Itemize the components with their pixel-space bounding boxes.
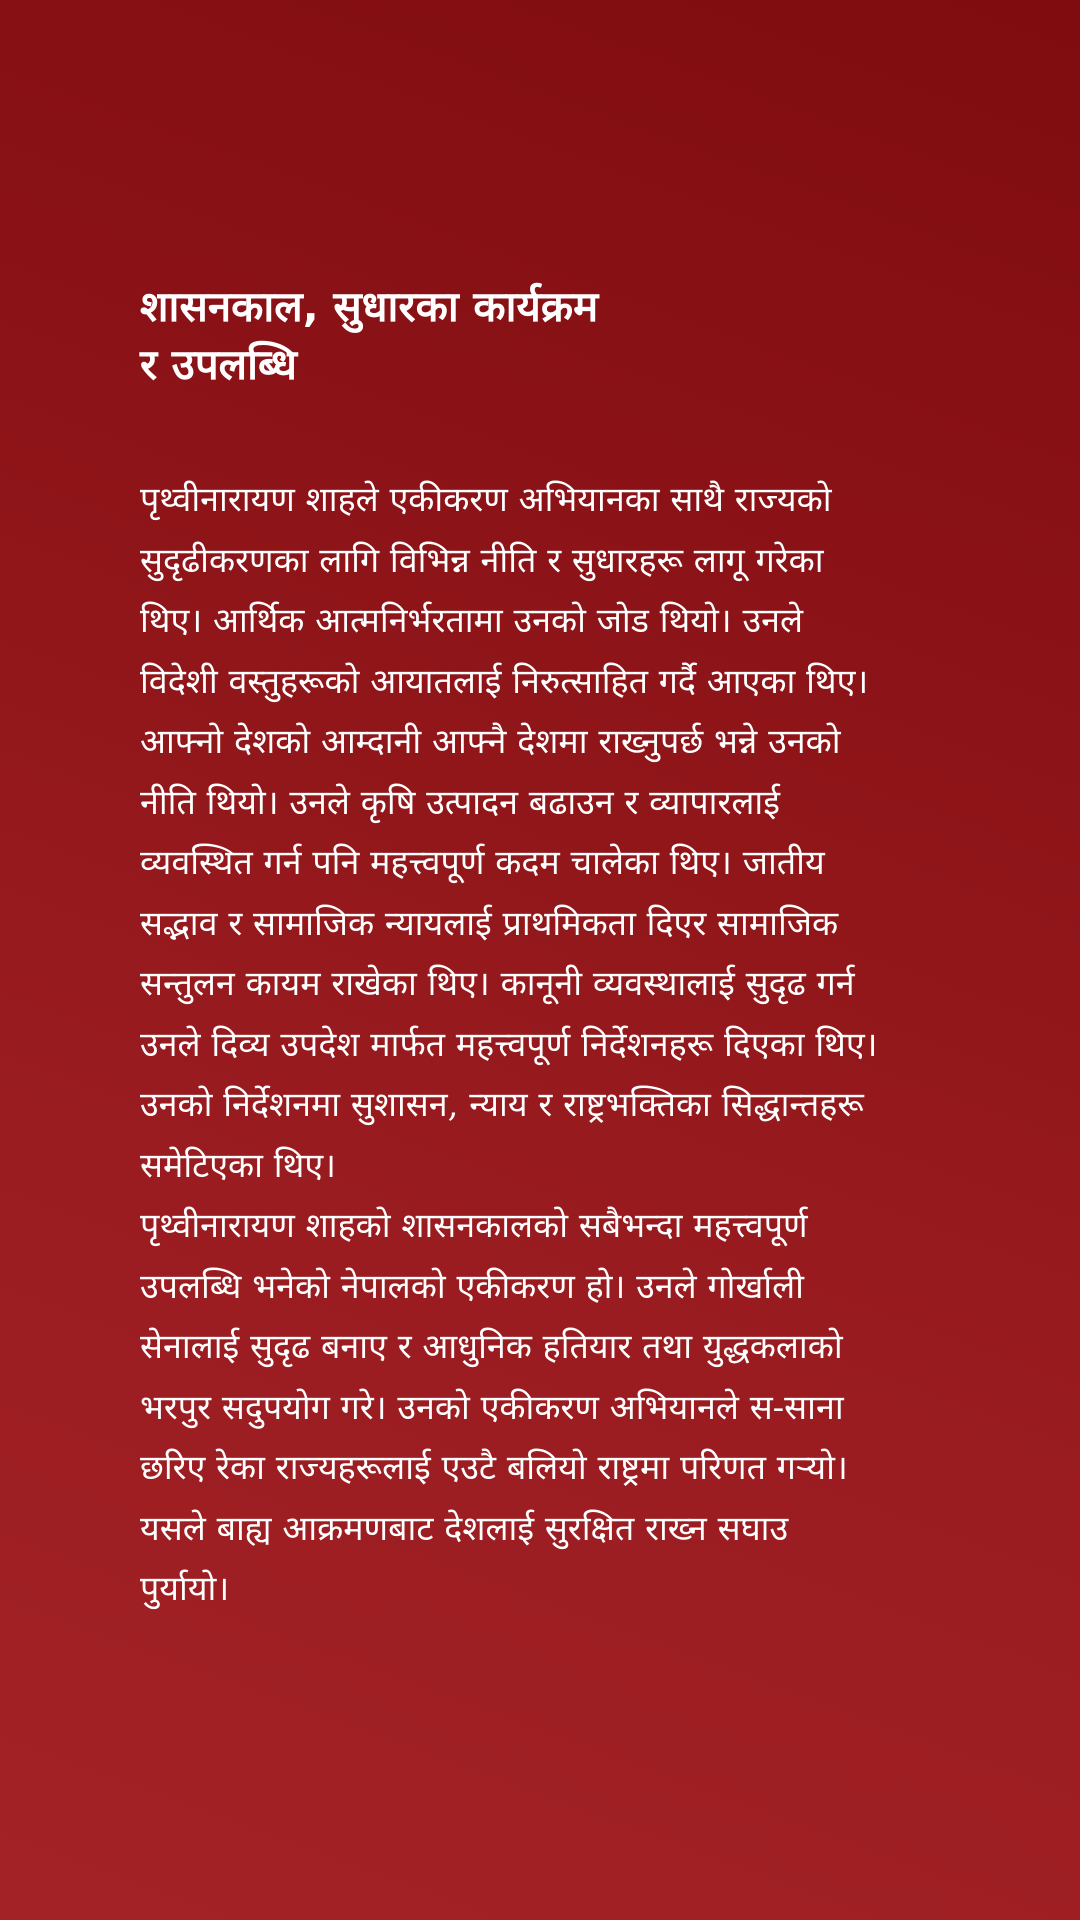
article-body (140, 470, 960, 1620)
text-line: छरिए रेका राज्यहरूलाई एउटै बलियो राष्ट्रमा परिणत गऱ्यो। (140, 1448, 848, 1488)
text-line: नीति थियो। उनले कृषि उत्पादन बढाउन र व्यापारलाई (140, 782, 780, 823)
text-line: पृथ्वीनारायण शाहको शासनकालको सबैभन्दा महत्त्वपूर्ण (140, 1206, 808, 1246)
paragraph-reforms (140, 470, 960, 1196)
text-line: थिए। आर्थिक आत्मनिर्भरतामा उनको जोड थियो। उनले (140, 601, 804, 641)
text-line: आफ्नो देशको आम्दानी आफ्नै देशमा राख्नुपर्छ भन्ने उनको (140, 722, 841, 762)
text-line: पुर्यायो। (140, 1569, 230, 1609)
text-line: समेटिएका थिए। (140, 1145, 337, 1186)
text-line: सन्तुलन कायम राखेका थिए। कानूनी व्यवस्थालाई सुदृढ गर्न (140, 964, 855, 1004)
text-line: उनको निर्देशनमा सुशासन, न्याय र राष्ट्रभक्तिका सिद्धान्तहरू (140, 1085, 864, 1125)
text-line: यसले बाह्य आक्रमणबाट देशलाई सुरक्षित राख्न सघाउ (140, 1508, 789, 1549)
title-line-2: र उपलब्धि (140, 340, 298, 389)
text-line: सेनालाई सुदृढ बनाए र आधुनिक हतियार तथा युद्धकलाको (140, 1327, 843, 1367)
text-line: विदेशी वस्तुहरूको आयातलाई निरुत्साहित गर्दै आएका थिए। (140, 661, 869, 702)
text-line: उपलब्धि भनेको नेपालको एकीकरण हो। उनले गोर्खाली (140, 1266, 804, 1307)
text-line: सुदृढीकरणका लागि विभिन्न नीति र सुधारहरू लागू गरेका (140, 540, 824, 581)
text-line: उनले दिव्य उपदेश मार्फत महत्त्वपूर्ण निर्देशनहरू दिएका थिए। (140, 1024, 878, 1065)
text-line: भरपुर सदुपयोग गरे। उनको एकीकरण अभियानले स-साना (140, 1387, 844, 1428)
article-title (140, 278, 960, 394)
text-line: पृथ्वीनारायण शाहले एकीकरण अभियानका साथै राज्यको (140, 480, 832, 520)
text-line: सद्भाव र सामाजिक न्यायलाई प्राथमिकता दिएर सामाजिक (140, 903, 839, 944)
title-line-1: शासनकाल, सुधारका कार्यक्रम (140, 282, 599, 331)
text-line: व्यवस्थित गर्न पनि महत्त्वपूर्ण कदम चालेका थिए। जातीय (140, 843, 825, 883)
paragraph-achievements (140, 1196, 960, 1620)
